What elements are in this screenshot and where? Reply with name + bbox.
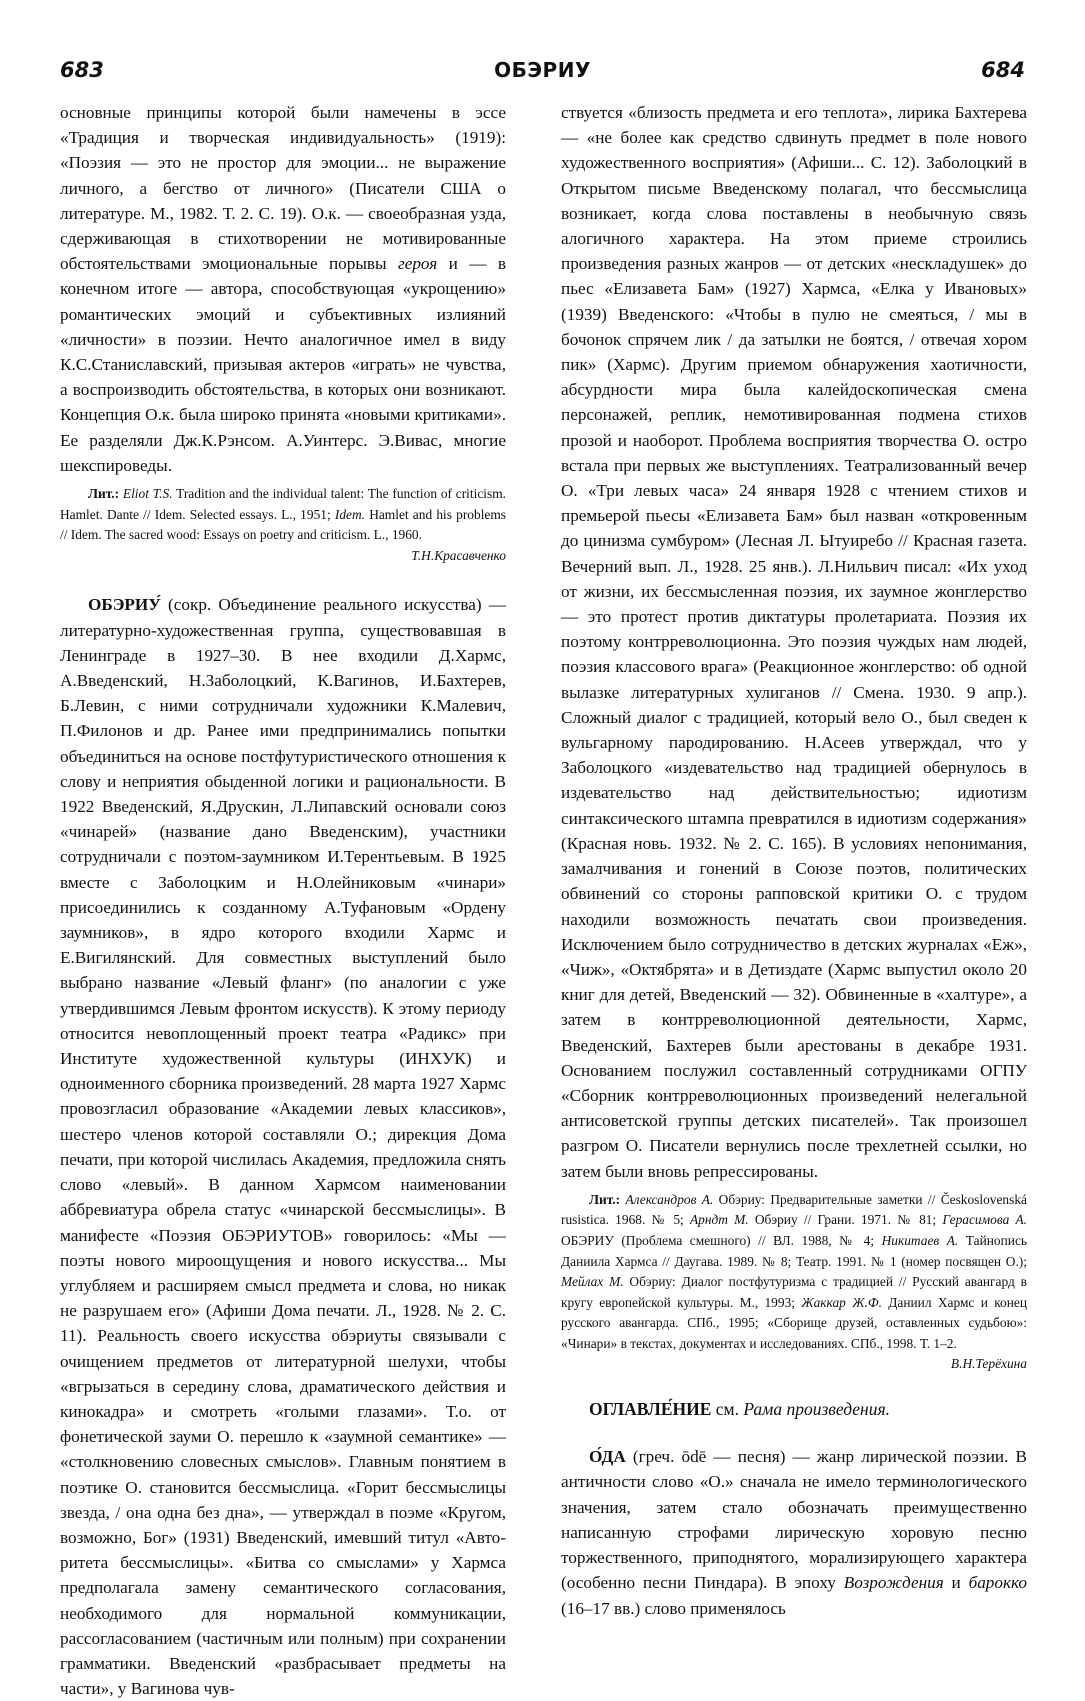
literature-list: Лит.: Eliot T.S. Tradition and the individual talent: The function of criticism. Hamlet. Dante // Idem. Selected essays. L., 1951; Idem. Hamlet and his problems // Idem. The sacred wood: Essays on poetry and criticism. L., 1960. Т.Н.Красавченко bbox=[60, 484, 506, 566]
right-column bbox=[561, 100, 1027, 1621]
cross-reference-link[interactable]: барокко bbox=[968, 1573, 1028, 1593]
entry-oberiu: ОБЭРИУ́ (сокр. Объединение реального искусства) — литературно-художественная группа, существовавшая в Ленинграде в 1927–30. В нее входили Д.Хармс, А.Введенский, Н.Заболоцкий, К.Вагинов, И.Бахтерев, Б.Левин, с ними сотрудничали художники К.Малевич, П.Филонов и др. Ранее ими предпринимались попытки объединиться на основе постфутуристического отношения к слову и неприятия обыденной логики и рациональности. В 1922 Введенский, Я.Друскин, Л.Липавский основали союз «чинарей» (название дано Введенским), участники сотрудничали с поэтом-заумником И.Терентьевым. В 1925 вместе с Заболоцким и Н.Олейниковым «чинари» присоединились к созданному А.Туфановым «Ордену заумников», в ядро которого входили Хармс и Е.Вигилянский. Для совместных выступлений было выбрано название «Левый фланг» (по аналогии с уже утвердившимся Левым фронтом искусств). К этому периоду относится невоплощенный проект театра «Радикс» при Институте художественной культуры (ИНХУК) и одноименного сборника произведений. 28 марта 1927 Хармс провозгласил образование «Академии левых классиков», шестеро членов которой составляли О.; дирекция Дома печати, при которой числилась Академия, предложила снять слово «левый». В данном Хармсом наименовании аббревиатура обрела статус «чинарской бессмыслицы». В манифесте «Поэзия ОБЭРИУТОВ» говорилось: «Мы — поэты нового мироощущения и нового искусства... Мы углубляем и расширяем смысл предмета и слова, но никак не разрушаем его» (Афиши Дома печати. Л., 1928. № 2. С. 11). Реальность своего искусства обэриуты связывали с очищением предметов от литературной шелухи, чтобы «вгрызаться в середину слова, драматического действия и кинокадра» и смотреть «голыми глазами». Т.о. от фонетической зауми О. перешло к «заумной семантике» — «столкновению словесных смыслов». Главным понятием в поэтике О. становится бессмыслица. «Горит бессмыслицы звезда, / она одна без дна», — утверждал в поэме «Кругом, возможно, Бог» (1931) Введенский, имевший титул «Авто-ритета бессмыслицы». «Битва со смыслами» у Хармса предполагала замену семантического согласования, необходимого для нормальной коммуникации, рассогласованием (частичным или полным) при сохранении грамматики. Введенский «разбрасывает предметы на части», у Вагинова чув- bbox=[60, 595, 506, 1699]
entry-oda: О́ДА (греч. ōdē — песня) — жанр лирической поэзии. В античности слово «О.» сначала не имело терминологического значения, затем стало обозначать преимущественно написанную строфами лирическую хоровую песню торжественного, приподнятого, морализирующего характера (особенно песни Пиндара). В эпоху Возрождения и барокко (16–17 вв.) слово применялось bbox=[561, 1447, 1028, 1618]
literature-label: Лит.: bbox=[88, 486, 120, 502]
article-author: В.Н.Терёхина bbox=[950, 1356, 1027, 1372]
entry-headword: О́ДА bbox=[589, 1447, 626, 1467]
entry-oglavlenie: ОГЛАВЛЕ́НИЕ см. Рама произведения. bbox=[589, 1399, 890, 1420]
cross-reference-link[interactable]: Рама произведения. bbox=[743, 1399, 890, 1420]
paragraph-continuation: ствуется «близость предмета и его теплота», лирика Бахтерева — «не более как средство сдвинуть предмет в поле нового художественного восприятия» (Афиши... С. 12). Заболоцкий в Открытом письме Введенскому полагал, что бессмыслица возникает, когда слова поставлены в необычную связь алогичного характера. На этом приеме строились произведения разных жанров — от детских «нескладушек» до пьес «Елизавета Бам» (1927) Хармса, «Елка у Ивановых» (1939) Введенского: «Чтобы в пулю не смеяться, / мы в бочонок спрячем лик / да затылки не боятся, / отвечая хором пик» (Хармс). Другим приемом обнаружения хаотичности, абсурдности мира была калейдоскопическая смена персонажей, реплик, немотивированная подмена стихов прозой и наоборот. Проблема восприятия творчества О. остро встала при первых же выступлениях. Театрализованный вечер О. «Три левых часа» 24 января 1928 с чтением стихов и премьерой пьесы «Елизавета Бам» был назван «откровенным до цинизма сумбуром» (Лесная Л. Ытуиребо // Красная газета. Вечерний вып. Л., 1928. 25 янв.). Л.Нильвич писал: «Их уход от жизни, их бессмысленная поэзия, их заумное жонглерство — это протест против диктатуры пролетариата. Поэзия их поэтому контрреволюционна. Это поэзия чуждых нам людей, поэзия классового врага» (Реакционное жонглерство: об одной вылазке литературных хулиганов // Смена. 1930. 9 апр.). Сложный диалог с традицией, который вело О., был сведен к вульгарному пародированию. Н.Асеев утверждал, что у Заболоцкого «издевательство над традицией обернулось в издевательство над действительностью; идиотизм синтаксического штампа превратился в идиотизм содержания» (Красная новь. 1932. № 2. С. 165). В условиях непонимания, замалчивания и гонений в Союзе поэтов, политических обвинений со стороны рапповской критики О. с трудом находили возможность печатать свои произведения. Исключением было сотрудничество в детских журналах «Еж», «Чиж», «Октябрята» и в Детиздате (Хармс выпустил около 20 книг для детей, Введенский — 32). Обвиненные в «халтуре», а затем в контрреволюционной деятельности, Хармс, Введенский, Бахтерев были арестованы в декабре 1931. Основанием послужил составленный сотрудниками ОГПУ «Сборник контрреволюционных произведений нелегальной антисоветской группы детских писателей». Так произошел разгром О. Писатели вернулись после трехлетней ссылки, но затем были вновь репрессированы. bbox=[561, 103, 1027, 1181]
italic-term: героя bbox=[397, 254, 438, 274]
running-head: ОБЭРИУ bbox=[494, 58, 591, 82]
entry-headword: ОГЛАВЛЕ́НИЕ bbox=[589, 1399, 712, 1420]
entry-headword: ОБЭРИУ́ bbox=[88, 595, 161, 615]
cross-reference-link[interactable]: Возрождения bbox=[843, 1573, 944, 1593]
literature-list: Лит.: Александров А. Обэриу: Предварительные заметки // Československá rusistica. 1968. № 5; Арндт М. Обэриу // Грани. 1971. № 81; Герасимова А. ОБЭРИУ (Проблема смешного) // ВЛ. 1988, № 4; Никитаев А. Тайнопись Даниила Хармса // Даугава. 1989. № 8; Театр. 1991. № 1 (номер посвящен О.); Мейлах М. Обэриу: Диалог постфутуризма с традицией // Русский авангард в кругу европейской культуры. М., 1993; Жаккар Ж.Ф. Даниил Хармс и конец русского авангарда. СПб., 1995; «Сборище друзей, оставленных судьбою»: «Чинари» в текстах, документах и исследованиях. СПб., 1998. Т. 1–2. В.Н.Терёхина bbox=[561, 1190, 1027, 1375]
paragraph-continuation: основные принципы которой были намечены в эссе «Традиция и творческая индивидуальность» (1919): «Поэзия — это не простор для эмоции... не выражение личного, а бегство от личного» (Писатели США о литературе. М., 1982. Т. 2. С. 19). О.к. — своеобразная узда, сдерживающая в стихотворении не мотивированные обстоятельствами эмоциональные порывы героя и — в конечном итоге — автора, способствующая «укрощению» романтических эмоций и субъективных излияний «личности» в поэзии. Нечто аналогичное имел в виду К.С.Станиславский, призывая актеров «играть» не чувства, а воспроизводить обстоятельства, в которых они возникают. Концепция О.к. была широко принята «новыми критиками». Ее разделяли Дж.К.Рэнсом. А.Уинтерс. Э.Вивас, многие шекспироведы. bbox=[60, 103, 506, 475]
page-header bbox=[60, 58, 1025, 90]
article-author: Т.Н.Красавченко bbox=[411, 547, 506, 563]
page-number-right: 684 bbox=[981, 58, 1025, 82]
literature-label: Лит.: bbox=[589, 1191, 621, 1207]
page-number-left: 683 bbox=[60, 58, 104, 82]
left-column bbox=[60, 100, 506, 1701]
